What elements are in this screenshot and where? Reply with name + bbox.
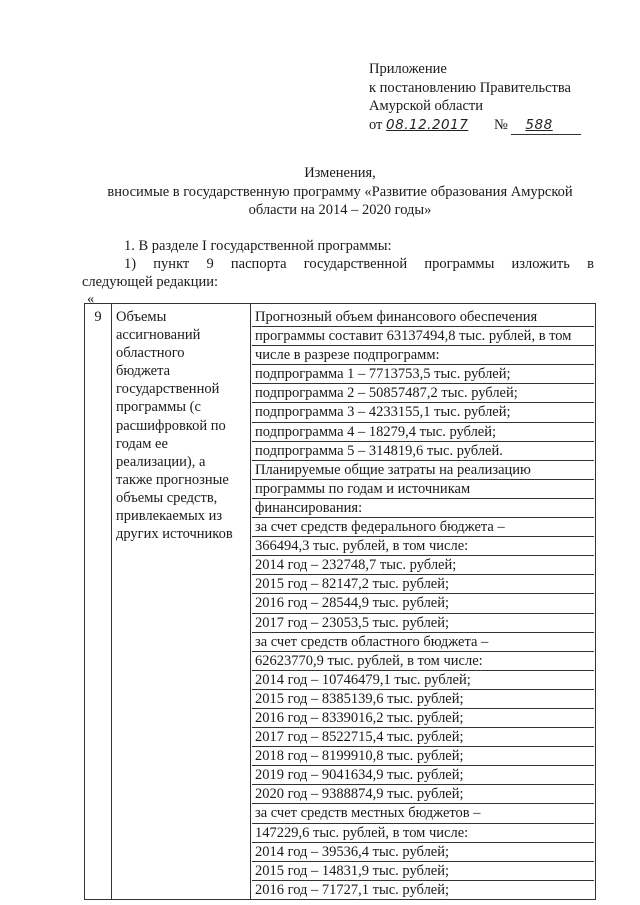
content-line: 2015 год – 82147,2 тыс. рублей; bbox=[252, 575, 594, 594]
name-line: других источников bbox=[116, 526, 233, 543]
content-line: подпрограмма 5 – 314819,6 тыс. рублей. bbox=[252, 442, 594, 461]
content-line: 2020 год – 9388874,9 тыс. рублей; bbox=[252, 785, 594, 804]
name-line: расшифровкой по bbox=[116, 417, 226, 434]
name-line: объемы средств, bbox=[116, 489, 218, 506]
number-prefix: № bbox=[493, 116, 508, 133]
opening-quote: « bbox=[87, 291, 95, 307]
para2-word: пункт bbox=[153, 256, 190, 272]
content-line: 2014 год – 39536,4 тыс. рублей; bbox=[252, 843, 594, 862]
name-line: привлекаемых из bbox=[116, 508, 223, 525]
appendix-line-1: Приложение bbox=[369, 61, 447, 77]
content-line: Прогнозный объем финансового обеспечения bbox=[252, 308, 594, 327]
content-line: за счет средств областного бюджета – bbox=[252, 633, 594, 652]
title-line-2: вносимые в государственную программу «Развитие образования Амурской bbox=[107, 183, 573, 200]
name-line: бюджета bbox=[116, 363, 171, 380]
content-line: 2016 год – 28544,9 тыс. рублей; bbox=[252, 594, 594, 613]
content-line: 2014 год – 232748,7 тыс. рублей; bbox=[252, 556, 594, 575]
name-line: областного bbox=[116, 345, 185, 362]
name-line: программы (с bbox=[116, 399, 201, 416]
passport-table bbox=[84, 303, 596, 900]
content-line: программы составит 63137494,8 тыс. рублей, в том bbox=[252, 327, 594, 346]
content-line: подпрограмма 4 – 18279,4 тыс. рублей; bbox=[252, 423, 594, 442]
date-prefix: от bbox=[369, 116, 383, 133]
content-line: программы по годам и источникам bbox=[252, 480, 594, 499]
name-line: годам ее bbox=[116, 435, 168, 452]
name-line: государственной bbox=[116, 381, 220, 398]
content-line: 2015 год – 8385139,6 тыс. рублей; bbox=[252, 690, 594, 709]
paragraph-item-1 bbox=[124, 255, 594, 274]
name-line: ассигнований bbox=[116, 327, 201, 344]
content-line: 2016 год – 71727,1 тыс. рублей; bbox=[255, 881, 450, 898]
content-line: 2019 год – 9041634,9 тыс. рублей; bbox=[252, 766, 594, 785]
title-line-3: области на 2014 – 2020 годы» bbox=[248, 202, 432, 218]
content-line: 2017 год – 23053,5 тыс. рублей; bbox=[252, 614, 594, 633]
name-line: реализации), а bbox=[116, 453, 206, 470]
para2-word: 9 bbox=[206, 256, 214, 272]
para2-word: 1) bbox=[124, 256, 137, 272]
content-line: 2014 год – 10746479,1 тыс. рублей; bbox=[252, 671, 594, 690]
document-title bbox=[60, 164, 620, 220]
para2-word: государственной bbox=[303, 256, 408, 272]
content-line: 366494,3 тыс. рублей, в том числе: bbox=[252, 537, 594, 556]
content-line: за счет средств федерального бюджета – bbox=[252, 518, 594, 537]
content-line: 147229,6 тыс. рублей, в том числе: bbox=[252, 824, 594, 843]
para2-word: изложить bbox=[511, 256, 570, 272]
appendix-date-row bbox=[369, 116, 581, 136]
row-number-cell: 9 bbox=[85, 304, 112, 900]
para2-word: программы bbox=[424, 256, 495, 272]
number-field bbox=[511, 116, 581, 136]
row-name-cell bbox=[112, 304, 251, 900]
content-line: 2018 год – 8199910,8 тыс. рублей; bbox=[252, 747, 594, 766]
row-content-cell bbox=[251, 304, 596, 900]
content-line: 2016 год – 8339016,2 тыс. рублей; bbox=[252, 709, 594, 728]
content-line: 62623770,9 тыс. рублей, в том числе: bbox=[252, 652, 594, 671]
content-line: Планируемые общие затраты на реализацию bbox=[252, 461, 594, 480]
name-line: Объемы bbox=[116, 309, 167, 325]
content-line: числе в разрезе подпрограмм: bbox=[252, 346, 594, 365]
paragraph-section-1: 1. В разделе I государственной программы: bbox=[124, 238, 392, 254]
appendix-line-3: Амурской области bbox=[369, 98, 483, 114]
para2-word: в bbox=[587, 256, 594, 272]
name-line: также прогнозные bbox=[116, 471, 229, 488]
content-line: за счет средств местных бюджетов – bbox=[252, 804, 594, 823]
appendix-header bbox=[369, 60, 581, 135]
content-line: 2017 год – 8522715,4 тыс. рублей; bbox=[252, 728, 594, 747]
table-row bbox=[85, 304, 596, 900]
content-line: подпрограмма 3 – 4233155,1 тыс. рублей; bbox=[252, 403, 594, 422]
paragraph-continuation: следующей редакции: bbox=[82, 274, 219, 290]
appendix-line-2: к постановлению Правительства bbox=[369, 79, 571, 96]
content-line: 2015 год – 14831,9 тыс. рублей; bbox=[252, 862, 594, 881]
title-line-1: Изменения, bbox=[304, 165, 376, 181]
content-line: подпрограмма 2 – 50857487,2 тыс. рублей; bbox=[252, 384, 594, 403]
content-line: подпрограмма 1 – 7713753,5 тыс. рублей; bbox=[252, 365, 594, 384]
para2-word: паспорта bbox=[230, 256, 287, 272]
content-line: финансирования: bbox=[252, 499, 594, 518]
handwritten-number: 588 bbox=[525, 116, 553, 133]
handwritten-date: 08.12.2017 bbox=[386, 116, 469, 133]
